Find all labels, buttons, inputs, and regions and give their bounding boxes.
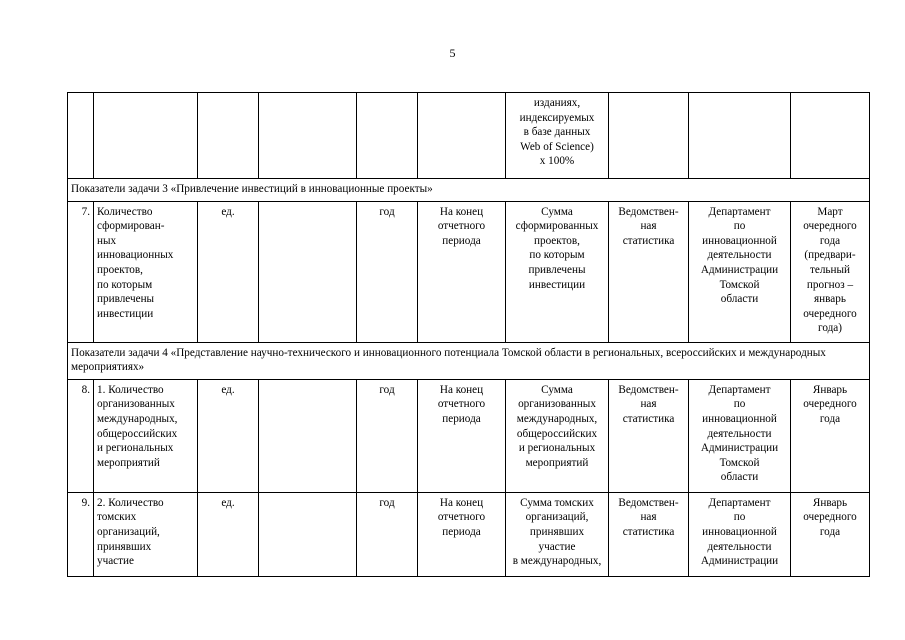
cell-name: Количество сформирован- ных инновационных проектов, по которым привлечены инвестиции bbox=[94, 201, 198, 342]
cell-responsible bbox=[689, 93, 791, 179]
section-header-row bbox=[68, 179, 870, 202]
table-row bbox=[68, 492, 870, 576]
cell-responsible: Департамент по инновационной деятельности Администрации Томской области bbox=[689, 379, 791, 492]
cell-num: 8. bbox=[68, 379, 94, 492]
cell-empty bbox=[259, 201, 357, 342]
cell-unit: ед. bbox=[198, 379, 259, 492]
cell-source bbox=[609, 93, 689, 179]
table-row bbox=[68, 379, 870, 492]
page-number: 5 bbox=[449, 46, 456, 60]
cell-method: Сумма томских организаций, принявших участие в международных, bbox=[506, 492, 609, 576]
cell-deadline: Январь очередного года bbox=[791, 492, 870, 576]
cell-empty bbox=[259, 93, 357, 179]
cell-deadline: Март очередного года (предвари- тельный прогноз – январь очередного года) bbox=[791, 201, 870, 342]
cell-period: год bbox=[357, 492, 418, 576]
cell-method: изданиях, индексируемых в базе данных Web of Science) х 100% bbox=[506, 93, 609, 179]
cell-date bbox=[418, 93, 506, 179]
cell-name: 2. Количество томских организаций, принявших участие bbox=[94, 492, 198, 576]
cell-empty bbox=[259, 379, 357, 492]
section-header-row bbox=[68, 342, 870, 379]
cell-method: Сумма сформированных проектов, по которым привлечены инвестиции bbox=[506, 201, 609, 342]
table-row bbox=[68, 93, 870, 179]
cell-unit: ед. bbox=[198, 492, 259, 576]
cell-name bbox=[94, 93, 198, 179]
cell-date: На конец отчетного периода bbox=[418, 492, 506, 576]
cell-date: На конец отчетного периода bbox=[418, 379, 506, 492]
section-title-4: Показатели задачи 4 «Представление научно-технического и инновационного потенциала Томской области в региональных, всероссийских и международных мероприятиях» bbox=[68, 342, 870, 379]
table-row bbox=[68, 201, 870, 342]
cell-num bbox=[68, 93, 94, 179]
cell-source: Ведомствен- ная статистика bbox=[609, 379, 689, 492]
cell-num: 9. bbox=[68, 492, 94, 576]
cell-name: 1. Количество организованных международных, общероссийских и региональных мероприятий bbox=[94, 379, 198, 492]
cell-deadline: Январь очередного года bbox=[791, 379, 870, 492]
cell-period bbox=[357, 93, 418, 179]
cell-date: На конец отчетного периода bbox=[418, 201, 506, 342]
cell-period: год bbox=[357, 379, 418, 492]
indicators-table bbox=[67, 92, 870, 577]
cell-responsible: Департамент по инновационной деятельности Администрации Томской области bbox=[689, 201, 791, 342]
cell-num: 7. bbox=[68, 201, 94, 342]
cell-responsible: Департамент по инновационной деятельности Администрации bbox=[689, 492, 791, 576]
cell-empty bbox=[259, 492, 357, 576]
cell-period: год bbox=[357, 201, 418, 342]
cell-unit: ед. bbox=[198, 201, 259, 342]
cell-source: Ведомствен- ная статистика bbox=[609, 201, 689, 342]
cell-source: Ведомствен- ная статистика bbox=[609, 492, 689, 576]
cell-unit bbox=[198, 93, 259, 179]
cell-method: Сумма организованных международных, общероссийских и региональных мероприятий bbox=[506, 379, 609, 492]
section-title-3: Показатели задачи 3 «Привлечение инвестиций в инновационные проекты» bbox=[68, 179, 870, 202]
cell-deadline bbox=[791, 93, 870, 179]
